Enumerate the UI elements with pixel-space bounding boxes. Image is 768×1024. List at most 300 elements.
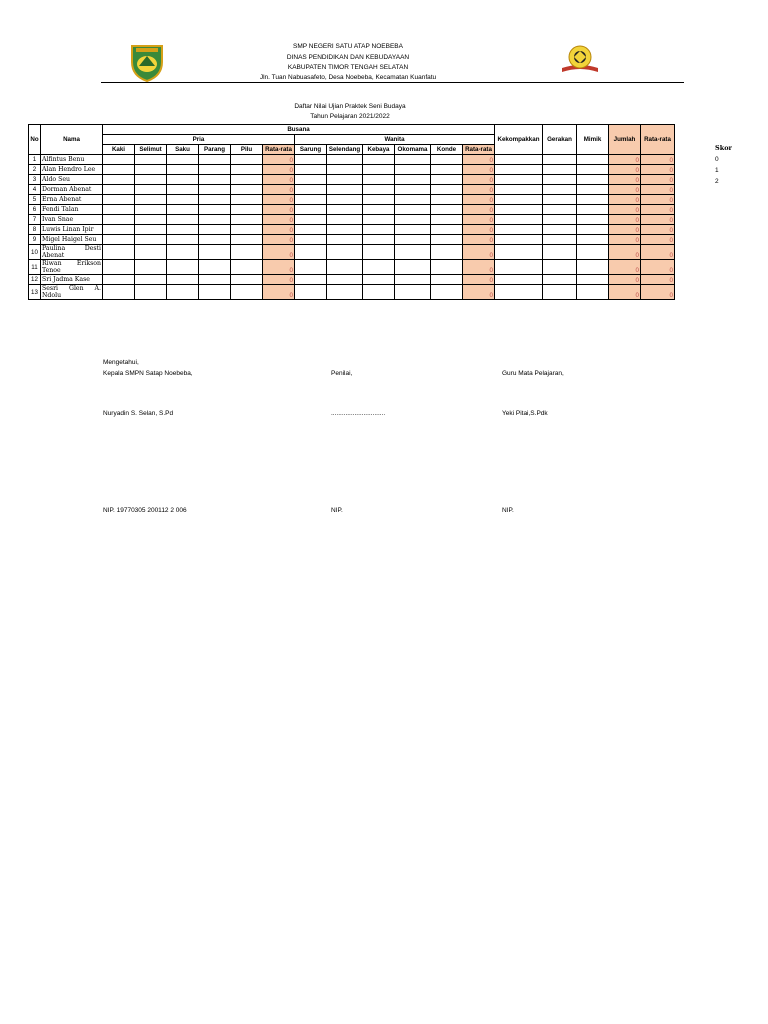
score-cell bbox=[327, 195, 363, 205]
school-emblem-logo bbox=[560, 42, 600, 78]
score-cell bbox=[295, 215, 327, 225]
jumlah-cell: 0 bbox=[609, 235, 641, 245]
score-cell bbox=[231, 275, 263, 285]
score-cell bbox=[543, 225, 577, 235]
score-cell bbox=[431, 215, 463, 225]
score-cell bbox=[135, 185, 167, 195]
table-row bbox=[29, 235, 675, 245]
score-cell bbox=[395, 195, 431, 205]
score-cell bbox=[295, 205, 327, 215]
rata-rata-cell: 0 bbox=[641, 165, 675, 175]
score-cell bbox=[495, 165, 543, 175]
pria-average: 0 bbox=[263, 155, 295, 165]
subheader-cell: Selendang bbox=[327, 145, 363, 155]
jumlah-cell: 0 bbox=[609, 165, 641, 175]
score-cell bbox=[135, 235, 167, 245]
score-cell bbox=[231, 285, 263, 300]
department-name: DINAS PENDIDIKAN DAN KEBUDAYAAN bbox=[286, 54, 410, 61]
jumlah-cell: 0 bbox=[609, 275, 641, 285]
score-cell bbox=[135, 275, 167, 285]
score-cell bbox=[199, 175, 231, 185]
pria-average: 0 bbox=[263, 285, 295, 300]
score-cell bbox=[395, 285, 431, 300]
score-cell bbox=[495, 275, 543, 285]
header-nama: Nama bbox=[41, 125, 103, 155]
score-cell bbox=[167, 205, 199, 215]
guru-nip: NIP. bbox=[502, 507, 514, 514]
score-cell bbox=[431, 205, 463, 215]
student-name: Paulina Desti Abenat bbox=[42, 245, 101, 259]
score-cell bbox=[199, 155, 231, 165]
student-name: Ivan Snae bbox=[41, 215, 103, 225]
score-cell bbox=[327, 225, 363, 235]
address-line: Jln. Tuan Nabuasafeto, Desa Noebeba, Kecamatan Kuanfatu bbox=[259, 74, 437, 81]
score-cell bbox=[363, 285, 395, 300]
rata-rata-cell: 0 bbox=[641, 215, 675, 225]
pria-average: 0 bbox=[263, 175, 295, 185]
score-cell bbox=[577, 175, 609, 185]
score-cell bbox=[327, 235, 363, 245]
score-cell bbox=[231, 205, 263, 215]
score-cell bbox=[543, 175, 577, 185]
pria-average: 0 bbox=[263, 245, 295, 260]
score-cell bbox=[577, 225, 609, 235]
score-cell bbox=[103, 235, 135, 245]
score-cell bbox=[103, 205, 135, 215]
jumlah-cell: 0 bbox=[609, 185, 641, 195]
student-name: Migel Haigel Seu bbox=[41, 235, 103, 245]
score-value: 2 bbox=[715, 178, 719, 185]
subheader-cell: Okomama bbox=[395, 145, 431, 155]
sheet-title: Daftar Nilai Ujian Praktek Seni Budaya bbox=[294, 103, 406, 110]
score-cell bbox=[231, 235, 263, 245]
score-cell bbox=[495, 175, 543, 185]
penilai-nip: NIP. bbox=[331, 507, 343, 514]
row-number: 5 bbox=[29, 195, 41, 205]
score-cell bbox=[495, 245, 543, 260]
score-cell bbox=[543, 155, 577, 165]
score-cell bbox=[103, 215, 135, 225]
score-cell bbox=[167, 260, 199, 275]
rata-rata-cell: 0 bbox=[641, 195, 675, 205]
wanita-average: 0 bbox=[463, 215, 495, 225]
score-cell bbox=[363, 275, 395, 285]
table-row bbox=[29, 285, 675, 300]
pria-average: 0 bbox=[263, 215, 295, 225]
wanita-average: 0 bbox=[463, 185, 495, 195]
table-row bbox=[29, 155, 675, 165]
wanita-average: 0 bbox=[463, 175, 495, 185]
score-value: 0 bbox=[715, 156, 719, 163]
score-cell bbox=[167, 285, 199, 300]
score-cell bbox=[231, 195, 263, 205]
rata-rata-cell: 0 bbox=[641, 225, 675, 235]
header-kekompakkan: Kekompakkan bbox=[495, 125, 543, 155]
student-name: Riwan Erikson Tenoe bbox=[42, 260, 101, 274]
rata-rata-cell: 0 bbox=[641, 185, 675, 195]
score-cell bbox=[103, 275, 135, 285]
score-cell bbox=[231, 245, 263, 260]
score-cell bbox=[103, 165, 135, 175]
score-cell bbox=[231, 215, 263, 225]
regency-name: KABUPATEN TIMOR TENGAH SELATAN bbox=[287, 64, 409, 71]
subheader-cell: Rata-rata bbox=[463, 145, 495, 155]
score-cell bbox=[543, 165, 577, 175]
rata-rata-cell: 0 bbox=[641, 205, 675, 215]
score-cell bbox=[431, 260, 463, 275]
wanita-average: 0 bbox=[463, 225, 495, 235]
guru-title: Guru Mata Pelajaran, bbox=[502, 370, 564, 377]
score-cell bbox=[543, 205, 577, 215]
score-cell bbox=[495, 260, 543, 275]
score-cell bbox=[363, 225, 395, 235]
row-number: 7 bbox=[29, 215, 41, 225]
score-cell bbox=[199, 245, 231, 260]
table-row bbox=[29, 215, 675, 225]
rata-rata-cell: 0 bbox=[641, 245, 675, 260]
score-cell bbox=[135, 195, 167, 205]
score-cell bbox=[327, 205, 363, 215]
rata-rata-cell: 0 bbox=[641, 155, 675, 165]
score-cell bbox=[135, 175, 167, 185]
score-cell bbox=[577, 215, 609, 225]
score-cell bbox=[231, 175, 263, 185]
row-number: 11 bbox=[29, 260, 41, 275]
score-cell bbox=[543, 245, 577, 260]
score-cell bbox=[135, 215, 167, 225]
score-cell bbox=[199, 195, 231, 205]
guru-name: Yeki Pitai,S.Pdk bbox=[502, 410, 548, 417]
score-cell bbox=[199, 225, 231, 235]
score-cell bbox=[363, 215, 395, 225]
score-cell bbox=[431, 245, 463, 260]
score-cell bbox=[199, 285, 231, 300]
student-name: Sesri Glen A. Ndolu bbox=[42, 285, 101, 299]
score-cell bbox=[363, 235, 395, 245]
score-cell bbox=[199, 185, 231, 195]
subheader-cell: Saku bbox=[167, 145, 199, 155]
row-number: 3 bbox=[29, 175, 41, 185]
subheader-cell: Parang bbox=[199, 145, 231, 155]
score-cell bbox=[543, 285, 577, 300]
student-name: Alfintus Benu bbox=[41, 155, 103, 165]
score-cell bbox=[199, 260, 231, 275]
score-cell bbox=[363, 165, 395, 175]
score-cell bbox=[577, 165, 609, 175]
score-cell bbox=[327, 165, 363, 175]
score-cell bbox=[295, 235, 327, 245]
score-cell bbox=[577, 235, 609, 245]
score-cell bbox=[199, 215, 231, 225]
score-cell bbox=[431, 185, 463, 195]
score-cell bbox=[363, 195, 395, 205]
score-cell bbox=[295, 155, 327, 165]
score-cell bbox=[327, 285, 363, 300]
student-name: Dorman Abenat bbox=[41, 185, 103, 195]
row-number: 10 bbox=[29, 245, 41, 260]
pria-average: 0 bbox=[263, 235, 295, 245]
table-row bbox=[29, 275, 675, 285]
pria-average: 0 bbox=[263, 165, 295, 175]
header-wanita: Wanita bbox=[295, 135, 495, 145]
score-cell bbox=[495, 185, 543, 195]
row-number: 13 bbox=[29, 285, 41, 300]
row-number: 2 bbox=[29, 165, 41, 175]
score-cell bbox=[135, 155, 167, 165]
score-cell bbox=[295, 275, 327, 285]
jumlah-cell: 0 bbox=[609, 260, 641, 275]
subheader-cell: Rata-rata bbox=[263, 145, 295, 155]
score-cell bbox=[167, 185, 199, 195]
rata-rata-cell: 0 bbox=[641, 260, 675, 275]
jumlah-cell: 0 bbox=[609, 215, 641, 225]
kepala-name: Nuryadin S. Selan, S.Pd bbox=[103, 410, 174, 417]
header-gerakan: Gerakan bbox=[543, 125, 577, 155]
score-cell bbox=[543, 195, 577, 205]
row-number: 12 bbox=[29, 275, 41, 285]
subheader-cell: Sarung bbox=[295, 145, 327, 155]
student-name: Fendi Talan bbox=[41, 205, 103, 215]
row-number: 8 bbox=[29, 225, 41, 235]
score-cell bbox=[543, 215, 577, 225]
score-cell bbox=[167, 275, 199, 285]
student-name: Luwis Linan Ipir bbox=[41, 225, 103, 235]
header-divider bbox=[101, 82, 684, 83]
score-cell bbox=[431, 275, 463, 285]
rata-rata-cell: 0 bbox=[641, 285, 675, 300]
table-row bbox=[29, 195, 675, 205]
score-cell bbox=[103, 185, 135, 195]
score-cell bbox=[543, 275, 577, 285]
score-cell bbox=[543, 185, 577, 195]
score-cell bbox=[431, 195, 463, 205]
pria-average: 0 bbox=[263, 195, 295, 205]
score-cell bbox=[577, 260, 609, 275]
score-cell bbox=[363, 155, 395, 165]
score-cell bbox=[395, 155, 431, 165]
score-cell bbox=[327, 260, 363, 275]
penilai-title: Penilai, bbox=[331, 370, 353, 377]
jumlah-cell: 0 bbox=[609, 205, 641, 215]
score-cell bbox=[231, 185, 263, 195]
score-cell bbox=[577, 275, 609, 285]
wanita-average: 0 bbox=[463, 165, 495, 175]
header-pria: Pria bbox=[103, 135, 295, 145]
score-cell bbox=[431, 235, 463, 245]
header-no: No bbox=[29, 125, 41, 155]
score-cell bbox=[135, 225, 167, 235]
table-row bbox=[29, 165, 675, 175]
wanita-average: 0 bbox=[463, 245, 495, 260]
pria-average: 0 bbox=[263, 275, 295, 285]
score-cell bbox=[395, 245, 431, 260]
score-cell bbox=[363, 185, 395, 195]
score-cell bbox=[327, 175, 363, 185]
row-number: 1 bbox=[29, 155, 41, 165]
subheader-cell: Selimut bbox=[135, 145, 167, 155]
score-cell bbox=[395, 165, 431, 175]
wanita-average: 0 bbox=[463, 155, 495, 165]
school-name: SMP NEGERI SATU ATAP NOEBEBA bbox=[293, 43, 403, 50]
score-cell bbox=[327, 275, 363, 285]
pria-average: 0 bbox=[263, 260, 295, 275]
wanita-average: 0 bbox=[463, 195, 495, 205]
jumlah-cell: 0 bbox=[609, 155, 641, 165]
score-cell bbox=[167, 225, 199, 235]
score-cell bbox=[495, 235, 543, 245]
score-cell bbox=[135, 205, 167, 215]
jumlah-cell: 0 bbox=[609, 195, 641, 205]
score-cell bbox=[167, 155, 199, 165]
header-jumlah: Jumlah bbox=[609, 125, 641, 155]
score-cell bbox=[295, 195, 327, 205]
score-cell bbox=[327, 155, 363, 165]
score-cell bbox=[327, 245, 363, 260]
score-cell bbox=[363, 205, 395, 215]
score-cell bbox=[543, 235, 577, 245]
score-cell bbox=[431, 225, 463, 235]
score-cell bbox=[231, 225, 263, 235]
score-cell bbox=[431, 175, 463, 185]
score-cell bbox=[395, 275, 431, 285]
row-number: 9 bbox=[29, 235, 41, 245]
score-cell bbox=[431, 285, 463, 300]
score-cell bbox=[167, 245, 199, 260]
score-cell bbox=[495, 215, 543, 225]
score-cell bbox=[103, 285, 135, 300]
score-cell bbox=[495, 225, 543, 235]
score-cell bbox=[199, 275, 231, 285]
score-cell bbox=[395, 260, 431, 275]
table-row bbox=[29, 205, 675, 215]
score-cell bbox=[295, 185, 327, 195]
score-cell bbox=[577, 245, 609, 260]
kepala-title: Kepala SMPN Satap Noebeba, bbox=[103, 370, 193, 377]
student-name: Erna Abenat bbox=[41, 195, 103, 205]
wanita-average: 0 bbox=[463, 275, 495, 285]
score-cell bbox=[543, 260, 577, 275]
wanita-average: 0 bbox=[463, 285, 495, 300]
score-cell bbox=[395, 185, 431, 195]
table-row bbox=[29, 245, 675, 260]
score-cell bbox=[103, 175, 135, 185]
score-cell bbox=[103, 155, 135, 165]
score-cell bbox=[431, 155, 463, 165]
student-name: Alan Hendro Lee bbox=[41, 165, 103, 175]
score-cell bbox=[167, 215, 199, 225]
score-cell bbox=[103, 260, 135, 275]
district-emblem-logo bbox=[128, 42, 166, 82]
wanita-average: 0 bbox=[463, 205, 495, 215]
subheader-cell: Kaki bbox=[103, 145, 135, 155]
score-cell bbox=[395, 215, 431, 225]
score-cell bbox=[199, 235, 231, 245]
score-cell bbox=[327, 185, 363, 195]
score-cell bbox=[495, 195, 543, 205]
score-cell bbox=[495, 205, 543, 215]
score-label: Skor bbox=[715, 144, 732, 152]
academic-year: Tahun Pelajaran 2021/2022 bbox=[310, 113, 390, 120]
score-cell bbox=[167, 165, 199, 175]
score-cell bbox=[135, 165, 167, 175]
score-cell bbox=[295, 260, 327, 275]
header-rata-rata: Rata-rata bbox=[641, 125, 675, 155]
row-number: 4 bbox=[29, 185, 41, 195]
jumlah-cell: 0 bbox=[609, 175, 641, 185]
score-cell bbox=[363, 260, 395, 275]
score-cell bbox=[231, 155, 263, 165]
score-cell bbox=[167, 175, 199, 185]
score-cell bbox=[495, 285, 543, 300]
score-cell bbox=[327, 215, 363, 225]
score-cell bbox=[199, 205, 231, 215]
header-mimik: Mimik bbox=[577, 125, 609, 155]
score-cell bbox=[577, 155, 609, 165]
table-row bbox=[29, 225, 675, 235]
pria-average: 0 bbox=[263, 205, 295, 215]
kepala-nip: NIP. 19770305 200112 2 006 bbox=[103, 507, 187, 514]
row-number: 6 bbox=[29, 205, 41, 215]
score-cell bbox=[363, 245, 395, 260]
grades-table bbox=[28, 124, 675, 300]
rata-rata-cell: 0 bbox=[641, 235, 675, 245]
score-cell bbox=[231, 165, 263, 175]
score-cell bbox=[395, 225, 431, 235]
score-cell bbox=[135, 285, 167, 300]
score-cell bbox=[363, 175, 395, 185]
rata-rata-cell: 0 bbox=[641, 275, 675, 285]
subheader-cell: Pilu bbox=[231, 145, 263, 155]
score-cell bbox=[103, 195, 135, 205]
score-cell bbox=[577, 185, 609, 195]
score-cell bbox=[295, 245, 327, 260]
penilai-name: .............................. bbox=[331, 410, 386, 417]
score-cell bbox=[431, 165, 463, 175]
score-cell bbox=[295, 285, 327, 300]
score-cell bbox=[167, 235, 199, 245]
score-cell bbox=[231, 260, 263, 275]
table-row bbox=[29, 185, 675, 195]
score-cell bbox=[103, 245, 135, 260]
rata-rata-cell: 0 bbox=[641, 175, 675, 185]
pria-average: 0 bbox=[263, 185, 295, 195]
score-cell bbox=[199, 165, 231, 175]
score-cell bbox=[577, 195, 609, 205]
score-cell bbox=[103, 225, 135, 235]
student-name: Aldo Seu bbox=[41, 175, 103, 185]
table-row bbox=[29, 260, 675, 275]
student-name: Sri Jadma Kase bbox=[41, 275, 103, 285]
pria-average: 0 bbox=[263, 225, 295, 235]
score-cell bbox=[395, 205, 431, 215]
score-value: 1 bbox=[715, 167, 719, 174]
table-row bbox=[29, 175, 675, 185]
score-cell bbox=[295, 165, 327, 175]
header-busana: Busana bbox=[103, 125, 495, 135]
wanita-average: 0 bbox=[463, 260, 495, 275]
jumlah-cell: 0 bbox=[609, 285, 641, 300]
score-cell bbox=[495, 155, 543, 165]
score-cell bbox=[577, 285, 609, 300]
jumlah-cell: 0 bbox=[609, 245, 641, 260]
score-cell bbox=[135, 260, 167, 275]
jumlah-cell: 0 bbox=[609, 225, 641, 235]
subheader-cell: Konde bbox=[431, 145, 463, 155]
score-cell bbox=[395, 175, 431, 185]
score-cell bbox=[167, 195, 199, 205]
score-cell bbox=[577, 205, 609, 215]
subheader-cell: Kebaya bbox=[363, 145, 395, 155]
